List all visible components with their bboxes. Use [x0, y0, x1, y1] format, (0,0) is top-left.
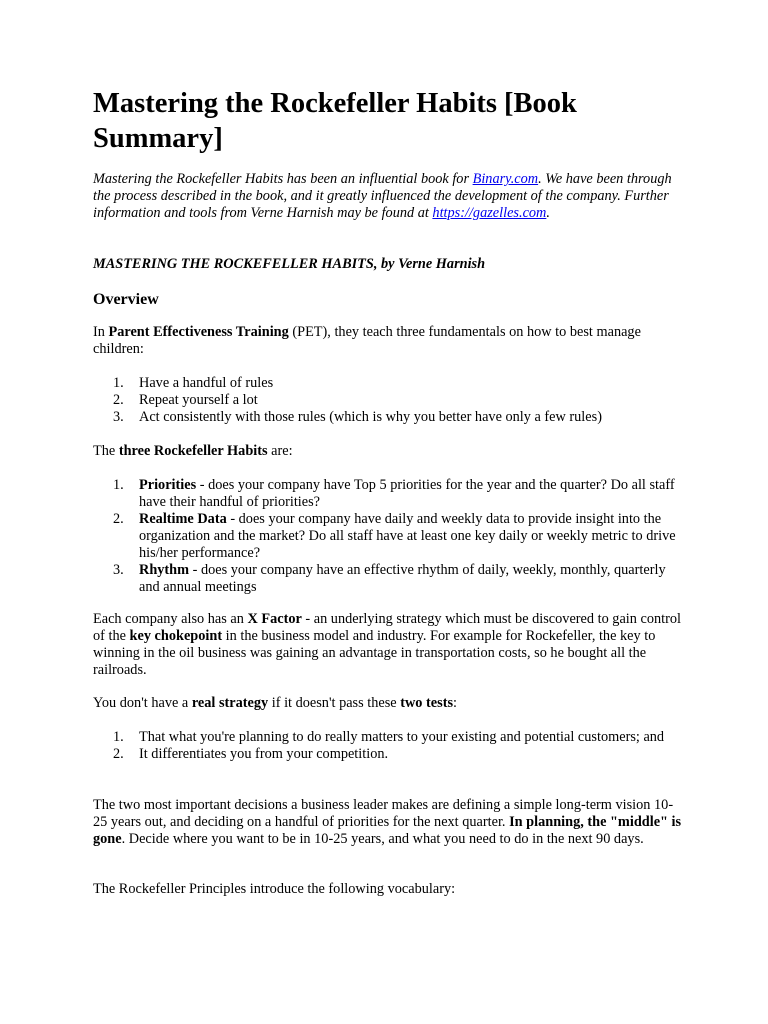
strategy-text-1: You don't have a: [93, 695, 192, 711]
strategy-bold-2: two tests: [400, 695, 454, 711]
xfactor-text-3: in the business model and industry. For example for Rockefeller, the key to winning in the oil business was gaining an advantage in transportation costs, so he bought all the railroads.: [93, 628, 656, 678]
list-text: That what you're planning to do really matters to your existing and potential customers; and: [139, 729, 665, 745]
list-number: 3.: [113, 409, 124, 425]
list-number: 1.: [113, 375, 124, 391]
habit-description: - does your company have daily and weekly data to provide insight into the organization and the market? Do all staff have at least one key daily or weekly metric to drive his/her performance?: [139, 511, 676, 561]
habit-name: Rhythm: [139, 562, 190, 578]
page-title: Mastering the Rockefeller Habits [Book Summary]: [93, 88, 577, 154]
habits-post: are:: [267, 443, 293, 459]
habit-description: - does your company have an effective rhythm of daily, weekly, monthly, quarterly and annual meetings: [139, 562, 666, 595]
decisions-text-2: . Decide where you want to be in 10-25 years, and what you need to do in the next 90 days.: [121, 831, 644, 847]
gazelles-link[interactable]: https://gazelles.com: [432, 205, 547, 221]
tests-list: [93, 729, 683, 763]
strategy-text-2: if it doesn't pass these: [268, 695, 401, 711]
decisions-bold: In planning, the "middle" is gone: [93, 814, 682, 847]
list-number: 2.: [113, 511, 124, 527]
book-byline: MASTERING THE ROCKEFELLER HABITS, by Verne Harnish: [93, 256, 486, 272]
xfactor-text-1: Each company also has an: [93, 611, 248, 627]
habits-pre: The: [93, 443, 119, 459]
list-text: Have a handful of rules: [139, 375, 274, 391]
pet-pre: In: [93, 324, 109, 340]
list-number: 1.: [113, 477, 124, 493]
habit-name: Realtime Data: [139, 511, 227, 527]
list-item: [93, 392, 683, 409]
list-text: Repeat yourself a lot: [139, 392, 258, 408]
binary-link[interactable]: Binary.com: [472, 171, 539, 187]
vocabulary-intro: The Rockefeller Principles introduce the following vocabulary:: [93, 881, 456, 897]
list-item: [93, 477, 683, 511]
habits-list: [93, 477, 683, 596]
intro-paragraph: [93, 171, 683, 222]
decisions-paragraph: [93, 797, 683, 848]
list-item: [93, 375, 683, 392]
list-item: [93, 729, 683, 746]
pet-post: (PET), they teach three fundamentals on how to best manage children:: [93, 324, 641, 357]
pet-bold: Parent Effectiveness Training: [108, 324, 289, 340]
xfactor-bold-1: X Factor: [247, 611, 302, 627]
list-number: 3.: [113, 562, 124, 578]
pet-list: [93, 375, 683, 426]
list-number: 1.: [113, 729, 124, 745]
list-number: 2.: [113, 746, 124, 762]
xfactor-text-2: - an underlying strategy which must be discovered to gain control of the: [93, 611, 681, 644]
list-item: [93, 746, 683, 763]
list-item: [93, 511, 683, 562]
habit-name: Priorities: [139, 477, 197, 493]
list-item: [93, 409, 683, 426]
strategy-paragraph: [93, 695, 683, 712]
decisions-text-1: The two most important decisions a business leader makes are defining a simple long-term vision 10-25 years out, and deciding on a handful of priorities for the next quarter.: [93, 797, 674, 830]
intro-text-3: .: [546, 205, 550, 221]
overview-heading: Overview: [93, 291, 159, 308]
list-item: [93, 562, 683, 596]
habit-description: - does your company have Top 5 priorities for the year and the quarter? Do all staff have their handful of priorities?: [139, 477, 675, 510]
strategy-bold-1: real strategy: [191, 695, 269, 711]
pet-paragraph: [93, 324, 683, 358]
xfactor-paragraph: [93, 611, 683, 679]
list-number: 2.: [113, 392, 124, 408]
intro-text-2: . We have been through the process described in the book, and it greatly influenced the development of the company. Further information and tools from Verne Harnish may be found at: [93, 171, 672, 221]
list-text: It differentiates you from your competition.: [139, 746, 389, 762]
habits-intro-paragraph: [93, 443, 683, 460]
habits-bold: three Rockefeller Habits: [118, 443, 268, 459]
strategy-text-3: :: [453, 695, 458, 711]
intro-text-1: Mastering the Rockefeller Habits has been an influential book for: [93, 171, 473, 187]
list-text: Act consistently with those rules (which is why you better have only a few rules): [139, 409, 602, 425]
xfactor-bold-2: key chokepoint: [129, 628, 223, 644]
